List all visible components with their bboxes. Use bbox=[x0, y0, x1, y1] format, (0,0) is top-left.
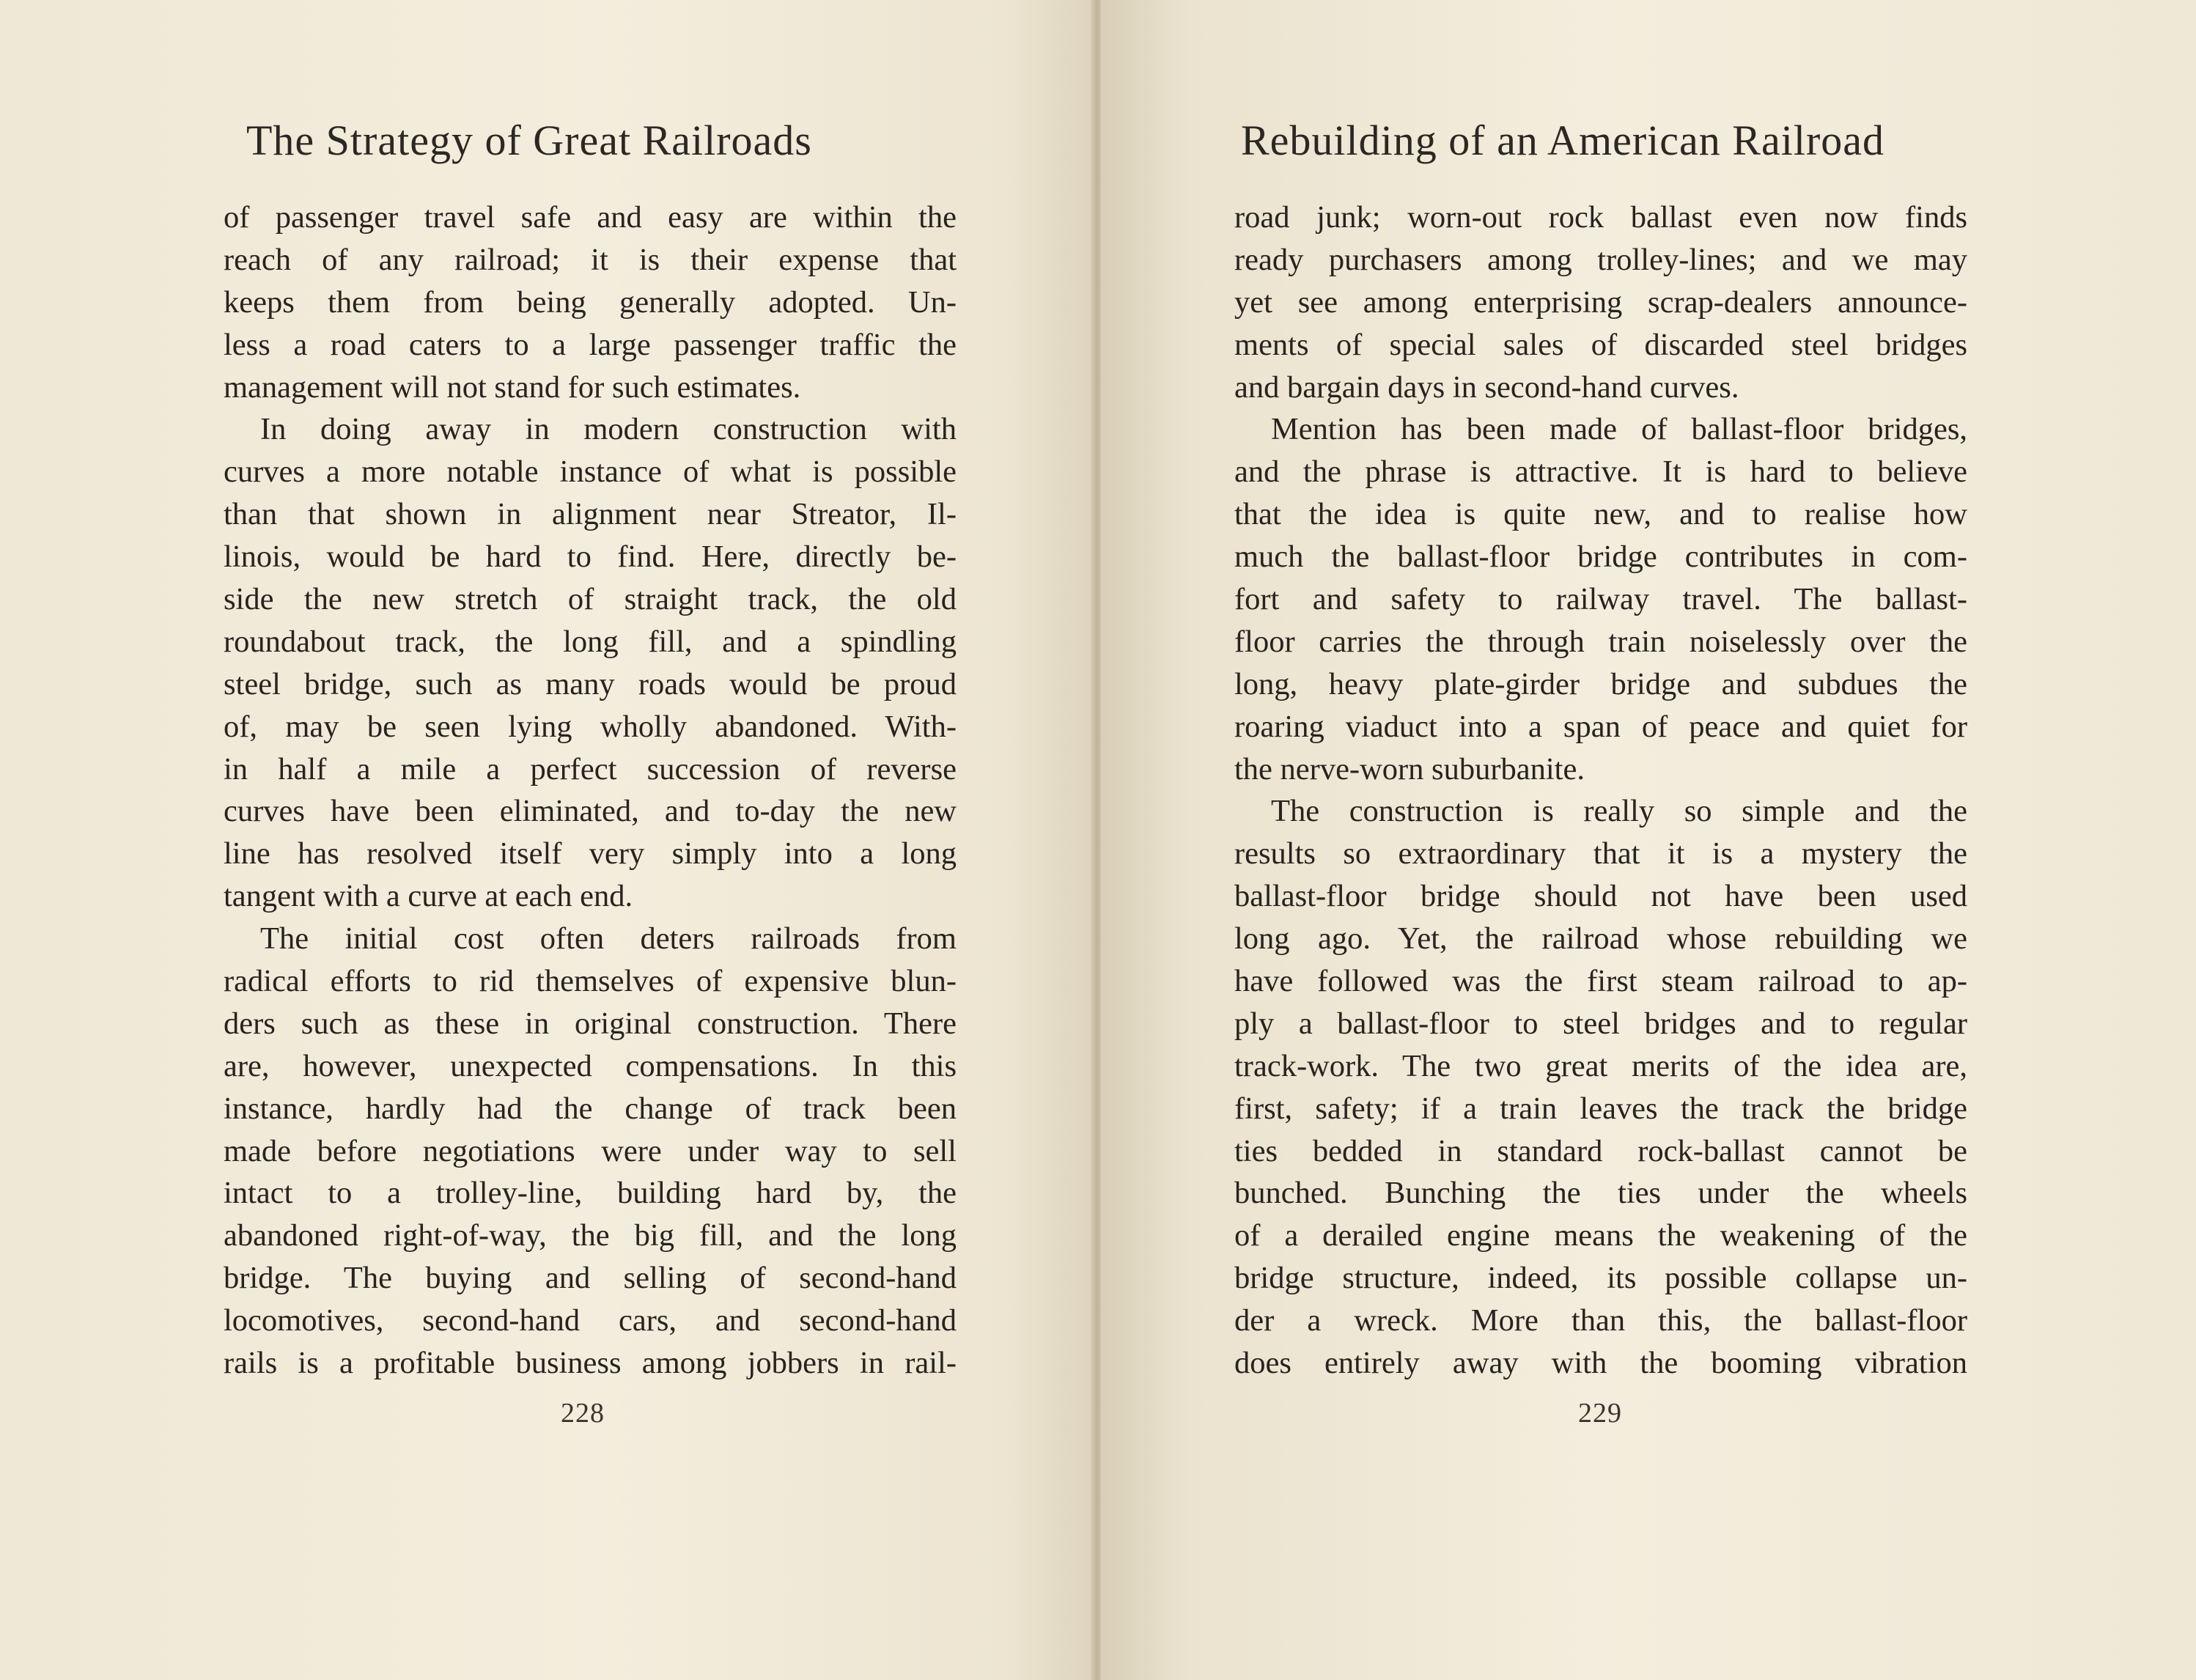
text-line: track-work. The two great merits of the idea are, bbox=[1234, 1048, 1967, 1083]
text-line: results so extraordinary that it is a mystery the bbox=[1234, 836, 1967, 872]
text-line: have followed was the first steam railroad to ap- bbox=[1234, 964, 1967, 999]
text-line: Mention has been made of ballast-floor bridges, bbox=[1271, 412, 1967, 447]
text-line: long ago. Yet, the railroad whose rebuilding we bbox=[1234, 921, 1967, 957]
text-line: bridge structure, indeed, its possible collapse un- bbox=[1234, 1261, 1967, 1296]
left-page bbox=[0, 0, 1095, 1680]
text-line: of passenger travel safe and easy are within the bbox=[224, 200, 957, 235]
text-line: linois, would be hard to find. Here, directly be- bbox=[224, 539, 957, 575]
text-line: the nerve-worn suburbanite. bbox=[1234, 751, 1585, 786]
text-line: in half a mile a perfect succession of reverse bbox=[224, 751, 957, 786]
text-line: reach of any railroad; it is their expense that bbox=[224, 242, 957, 277]
text-line: keeps them from being generally adopted. Un- bbox=[224, 284, 957, 320]
text-line: less a road caters to a large passenger traffic the bbox=[224, 327, 957, 362]
text-line: tangent with a curve at each end. bbox=[224, 879, 633, 914]
text-line: does entirely away with the booming vibration bbox=[1234, 1346, 1967, 1381]
text-line: are, however, unexpected compensations. In this bbox=[224, 1048, 957, 1083]
text-line: abandoned right-of-way, the big fill, and the long bbox=[224, 1218, 957, 1253]
left-running-head: The Strategy of Great Railroads bbox=[246, 117, 812, 164]
right-page-number: 229 bbox=[1578, 1398, 1622, 1429]
text-line: road junk; worn-out rock ballast even now finds bbox=[1234, 200, 1967, 235]
text-line: ballast-floor bridge should not have been used bbox=[1234, 879, 1967, 914]
text-line: The initial cost often deters railroads from bbox=[260, 921, 957, 957]
text-line: instance, hardly had the change of track been bbox=[224, 1091, 957, 1126]
text-line: first, safety; if a train leaves the track the bridge bbox=[1234, 1091, 1967, 1126]
text-line: intact to a trolley-line, building hard by, the bbox=[224, 1176, 957, 1211]
right-running-head: Rebuilding of an American Railroad bbox=[1241, 117, 1885, 164]
text-line: The construction is really so simple and the bbox=[1271, 794, 1967, 829]
left-page-number: 228 bbox=[561, 1398, 605, 1429]
text-line: and bargain days in second-hand curves. bbox=[1234, 369, 1739, 405]
text-line: roaring viaduct into a span of peace and quiet for bbox=[1234, 709, 1967, 744]
text-line: ments of special sales of discarded steel bridges bbox=[1234, 327, 1967, 362]
text-line: made before negotiations were under way to sell bbox=[224, 1133, 957, 1168]
text-line: locomotives, second-hand cars, and second-hand bbox=[224, 1303, 957, 1338]
text-line: radical efforts to rid themselves of expensive blun- bbox=[224, 964, 957, 999]
right-page bbox=[1101, 0, 2196, 1680]
text-line: bridge. The buying and selling of second-hand bbox=[224, 1261, 957, 1296]
text-line: ready purchasers among trolley-lines; and we may bbox=[1234, 242, 1967, 277]
text-line: long, heavy plate-girder bridge and subdues the bbox=[1234, 666, 1967, 701]
text-line: much the ballast-floor bridge contributes in com- bbox=[1234, 539, 1967, 575]
text-line: ply a ballast-floor to steel bridges and to regular bbox=[1234, 1006, 1967, 1041]
text-line: fort and safety to railway travel. The ballast- bbox=[1234, 582, 1967, 617]
text-line: bunched. Bunching the ties under the wheels bbox=[1234, 1176, 1967, 1211]
text-line: and the phrase is attractive. It is hard to believe bbox=[1234, 454, 1967, 490]
text-line: line has resolved itself very simply into a long bbox=[224, 836, 957, 872]
text-line: ders such as these in original construction. There bbox=[224, 1006, 957, 1041]
text-line: In doing away in modern construction with bbox=[260, 412, 957, 447]
text-line: curves a more notable instance of what is possible bbox=[224, 454, 957, 490]
text-line: of, may be seen lying wholly abandoned. With- bbox=[224, 709, 957, 744]
text-line: steel bridge, such as many roads would be proud bbox=[224, 666, 957, 701]
text-line: rails is a profitable business among jobbers in rail- bbox=[224, 1346, 957, 1381]
left-page-text bbox=[224, 196, 957, 1385]
right-page-text bbox=[1234, 196, 1967, 1385]
text-line: of a derailed engine means the weakening of the bbox=[1234, 1218, 1967, 1253]
text-line: management will not stand for such estimates. bbox=[224, 369, 801, 405]
text-line: floor carries the through train noiselessly over the bbox=[1234, 624, 1967, 659]
text-line: side the new stretch of straight track, the old bbox=[224, 582, 957, 617]
text-line: der a wreck. More than this, the ballast-floor bbox=[1234, 1303, 1967, 1338]
text-line: yet see among enterprising scrap-dealers announce- bbox=[1234, 284, 1967, 320]
text-line: curves have been eliminated, and to-day the new bbox=[224, 794, 957, 829]
text-line: than that shown in alignment near Streator, Il- bbox=[224, 497, 957, 532]
text-line: roundabout track, the long fill, and a spindling bbox=[224, 624, 957, 659]
text-line: that the idea is quite new, and to realise how bbox=[1234, 497, 1967, 532]
text-line: ties bedded in standard rock-ballast cannot be bbox=[1234, 1133, 1967, 1168]
